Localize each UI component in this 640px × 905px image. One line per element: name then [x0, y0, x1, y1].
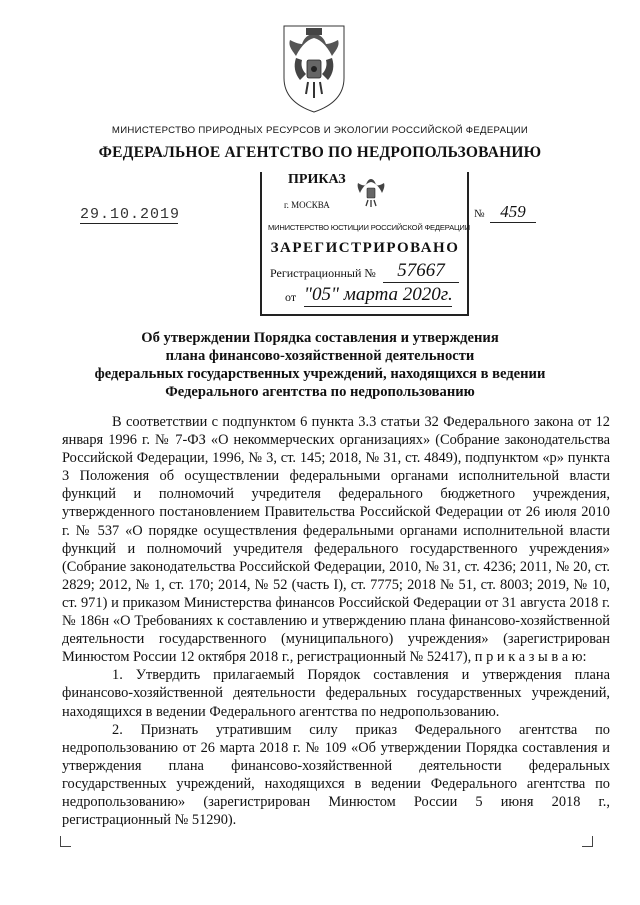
title-line: федеральных государственных учреждений, находящихся в ведении: [94, 366, 546, 382]
stamp-registration-number: 57667: [383, 260, 459, 283]
order-title: ПРИКАЗ: [288, 172, 346, 187]
document-title: [70, 329, 570, 401]
order-number-label: №: [474, 208, 485, 220]
stamp-emblem-icon: [356, 176, 386, 208]
coat-of-arms-icon: [270, 18, 358, 116]
stamp-registered-label: ЗАРЕГИСТРИРОВАНО: [270, 240, 460, 256]
order-item-2: 2. Признать утратившим силу приказ Федерального агентства по недропользованию от 26 марта 2018 г. № 109 «Об утверждении Порядка составления и утверждения плана финансово-хозяйственной деятельности федеральных государственных учреждений, находящихся в ведении Федерального агентства по недропользованию» (зарегистрирован Минюстом России 5 июня 2018 г., регистрационный № 51290).: [62, 721, 610, 829]
stamp-from-label: от: [285, 290, 297, 304]
stamp-registration-date: "05" марта 2020г.: [304, 284, 453, 305]
document-body: [62, 413, 610, 829]
title-line: Об утверждении Порядка составления и утверждения: [141, 330, 499, 346]
city-label: г. МОСКВА: [284, 200, 330, 210]
agency-name: ФЕДЕРАЛЬНОЕ АГЕНТСТВО ПО НЕДРОПОЛЬЗОВАНИЮ: [98, 144, 542, 161]
order-number: 459: [490, 202, 536, 223]
title-line: Федерального агентства по недропользованию: [165, 384, 475, 400]
corner-mark: [582, 836, 593, 847]
title-line: плана финансово-хозяйственной деятельности: [165, 348, 475, 364]
order-date: 29.10.2019: [80, 206, 181, 223]
stamp-registration-number-label: Регистрационный №: [270, 266, 376, 280]
preamble-paragraph: В соответствии с подпунктом 6 пункта 3.3 статьи 32 Федерального закона от 12 января 1996 г. № 7-ФЗ «О некоммерческих организациях» (Собрание законодательства Российской Федерации, 1996, № 3, ст. 145; 2018, № 31, ст. 4849), подпунктом «р» пункта 3 Положения об осуществлении федеральными органами исполнительной власти функций и полномочий учредителя федерального бюджетного учреждения, утвержденного постановлением Правительства Российской Федерации от 26 июля 2010 г. № 537 «О порядке осуществления федеральными органами исполнительной власти функций и полномочий учредителя федерального государственного учреждения» (Собрание законодательства Российской Федерации, 2010, № 31, ст. 4236; 2011, № 20, ст. 2829; 2012, № 1, ст. 170; 2014, № 52 (часть I), ст. 7775; 2018 № 51, ст. 8003; 2019, № 10, ст. 971) и приказом Министерства финансов Российской Федерации от 31 августа 2018 г. № 186н «О Требованиях к составлению и утверждению плана финансово-хозяйственной деятельности государственного (муниципального) учреждения» (зарегистрирован Минюстом России 12 октября 2018 г., регистрационный № 52417), п р и к а з ы в а ю:: [62, 414, 610, 666]
stamp-ministry-name: МИНИСТЕРСТВО ЮСТИЦИИ РОССИЙСКОЙ ФЕДЕРАЦИИ: [268, 223, 470, 232]
corner-mark: [60, 836, 71, 847]
ministry-name: МИНИСТЕРСТВО ПРИРОДНЫХ РЕСУРСОВ И ЭКОЛОГИИ РОССИЙСКОЙ ФЕДЕРАЦИИ: [111, 125, 529, 136]
order-item-1: 1. Утвердить прилагаемый Порядок составления и утверждения плана финансово-хозяйственной деятельности федеральных государственных учреждений, находящихся в ведении Федерального агентства по недропользованию.: [62, 667, 610, 720]
